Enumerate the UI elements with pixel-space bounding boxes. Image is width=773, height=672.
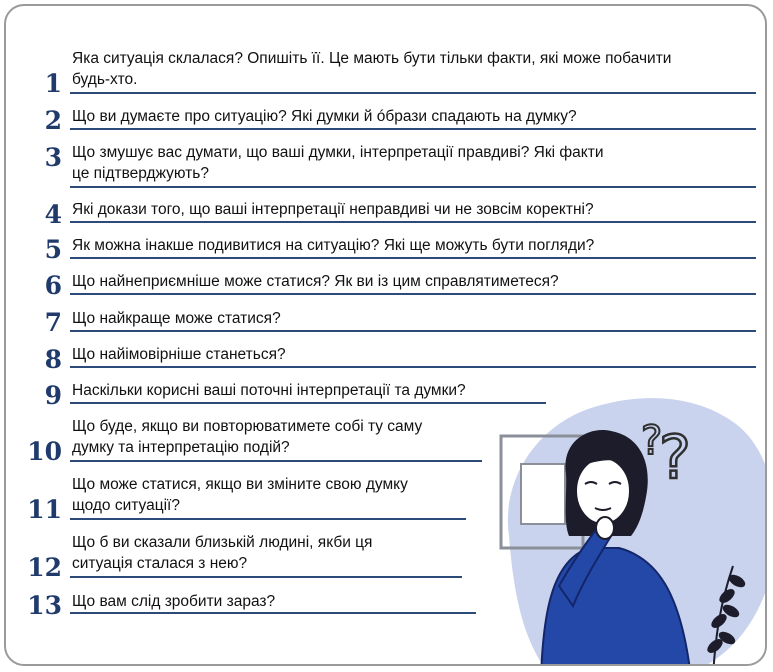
question-number: 7 [44, 308, 62, 337]
question-number: 11 [27, 495, 62, 524]
question-text: Що ви думаєте про ситуацію? Які думки й óбрази спадають на думку? [72, 108, 577, 125]
worksheet-card [4, 4, 767, 666]
question-number: 10 [27, 437, 62, 466]
answer-line[interactable] [70, 330, 756, 332]
answer-line[interactable] [70, 221, 756, 223]
answer-line[interactable] [70, 402, 546, 404]
thinking-woman-illustration [481, 386, 767, 666]
answer-line[interactable] [70, 366, 756, 368]
answer-line[interactable] [70, 576, 462, 578]
face [576, 458, 630, 524]
question-text: Що вам слід зробити зараз? [72, 593, 276, 610]
question-mark-icon: ? [659, 423, 691, 493]
answer-line[interactable] [70, 460, 482, 462]
question-number: 6 [44, 271, 62, 300]
question-text: Що може статися, якщо ви зміните свою думку щодо ситуації? [72, 476, 408, 514]
question-mark-small-icon: ? [641, 418, 663, 464]
question-text: Що змушує вас думати, що ваші думки, інтерпретації правдиві? Які факти це підтверджують? [72, 144, 604, 182]
question-number: 1 [44, 69, 62, 98]
answer-line[interactable] [70, 92, 756, 94]
question-number: 4 [44, 200, 62, 229]
question-text: Яка ситуація склалася? Опишіть її. Це мають бути тільки факти, які може побачити будь-хто. [72, 50, 672, 88]
question-number: 12 [27, 553, 62, 582]
answer-line[interactable] [70, 612, 476, 614]
answer-line[interactable] [70, 518, 466, 520]
answer-line[interactable] [70, 293, 756, 295]
question-text: Що буде, якщо ви повторюватимете собі ту саму думку та інтерпретацію подій? [72, 418, 423, 456]
question-text: Що б ви сказали близькій людині, якби ця ситуація сталася з нею? [72, 534, 373, 572]
picture-inner [521, 464, 565, 524]
question-number: 8 [44, 345, 62, 374]
answer-line[interactable] [70, 186, 756, 188]
question-number: 5 [44, 235, 62, 264]
question-number: 13 [27, 591, 62, 620]
hand [596, 517, 614, 539]
question-text: Які докази того, що ваші інтерпретації неправдиві чи не зовсім коректні? [72, 201, 594, 218]
question-text: Що найнеприємніше може статися? Як ви із цим справлятиметеся? [72, 273, 559, 290]
question-text: Наскільки корисні ваші поточні інтерпретації та думки? [72, 382, 466, 399]
question-text: Що найкраще може статися? [72, 310, 281, 327]
question-text: Що найімовірніше станеться? [72, 346, 286, 363]
question-number: 3 [44, 143, 62, 172]
question-text: Як можна інакше подивитися на ситуацію? Які ще можуть бути погляди? [72, 237, 595, 254]
answer-line[interactable] [70, 128, 756, 130]
question-number: 2 [44, 106, 62, 135]
answer-line[interactable] [70, 257, 756, 259]
question-number: 9 [44, 381, 62, 410]
